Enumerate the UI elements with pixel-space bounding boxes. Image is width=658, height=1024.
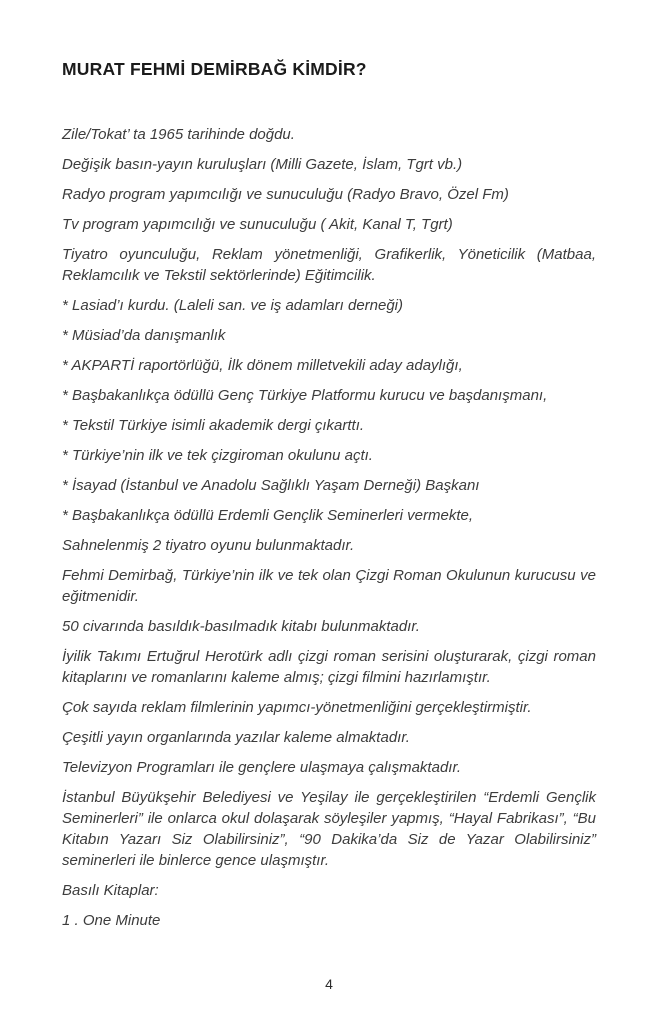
- paragraph: Tiyatro oyunculuğu, Reklam yönetmenliği, Grafikerlik, Yöneticilik (Matbaa, Reklamcılık ve Tekstil sektörlerinde) Eğitimcilik.: [62, 246, 596, 284]
- paragraph: Sahnelenmiş 2 tiyatro oyunu bulunmaktadır.: [62, 537, 355, 554]
- paragraph: Tv program yapımcılığı ve sunuculuğu ( Akit, Kanal T, Tgrt): [62, 216, 453, 233]
- paragraph: * Müsiad’da danışmanlık: [62, 327, 226, 344]
- paragraph: Fehmi Demirbağ, Türkiye’nin ilk ve tek olan Çizgi Roman Okulunun kurucusu ve eğitmenidir.: [62, 567, 596, 605]
- paragraph: Çok sayıda reklam filmlerinin yapımcı-yönetmenliğini gerçekleştirmiştir.: [62, 699, 532, 716]
- paragraph: Çeşitli yayın organlarında yazılar kaleme almaktadır.: [62, 729, 410, 746]
- paragraph: * İsayad (İstanbul ve Anadolu Sağlıklı Yaşam Derneği) Başkanı: [62, 477, 480, 494]
- paragraph: Radyo program yapımcılığı ve sunuculuğu (Radyo Bravo, Özel Fm): [62, 186, 509, 203]
- paragraph: İstanbul Büyükşehir Belediyesi ve Yeşilay ile gerçekleştirilen “Erdemli Gençlik Seminerleri” ile onlarca okul dolaşarak söyleşiler yapmış, “Hayal Fabrikası”, “Bu Kitabın Yazarı Siz Olabilirsiniz”, “90 Dakika’da Siz de Yazar Olabilirsiniz” seminerleri ile binlerce gence ulaşmıştır.: [62, 789, 596, 869]
- paragraph: Televizyon Programları ile gençlere ulaşmaya çalışmaktadır.: [62, 759, 462, 776]
- paragraph: 50 civarında basıldık-basılmadık kitabı bulunmaktadır.: [62, 618, 420, 635]
- paragraph: 1 . One Minute: [62, 912, 161, 929]
- paragraph: * AKPARTİ raportörlüğü, İlk dönem milletvekili aday adaylığı,: [62, 357, 463, 374]
- paragraph: Zile/Tokat’ ta 1965 tarihinde doğdu.: [62, 126, 295, 143]
- body-text: [62, 124, 596, 931]
- paragraph: İyilik Takımı Ertuğrul Herotürk adlı çizgi roman serisini oluşturarak, çizgi roman kitaplarını ve romanlarını kaleme almış; çizgi filmini hazırlamıştır.: [62, 648, 596, 686]
- paragraph: * Tekstil Türkiye isimli akademik dergi çıkarttı.: [62, 417, 365, 434]
- paragraph: * Türkiye’nin ilk ve tek çizgiroman okulunu açtı.: [62, 447, 373, 464]
- paragraph: * Başbakanlıkça ödüllü Erdemli Gençlik Seminerleri vermekte,: [62, 507, 474, 524]
- page-title: MURAT FEHMİ DEMİRBAĞ KİMDİR?: [62, 59, 367, 79]
- paragraph: * Başbakanlıkça ödüllü Genç Türkiye Platformu kurucu ve başdanışmanı,: [62, 387, 548, 404]
- paragraph: * Lasiad’ı kurdu. (Laleli san. ve iş adamları derneği): [62, 297, 404, 314]
- paragraph: Değişik basın-yayın kuruluşları (Milli Gazete, İslam, Tgrt vb.): [62, 156, 463, 173]
- page-number: 4: [325, 976, 333, 992]
- paragraph: Basılı Kitaplar:: [62, 882, 159, 899]
